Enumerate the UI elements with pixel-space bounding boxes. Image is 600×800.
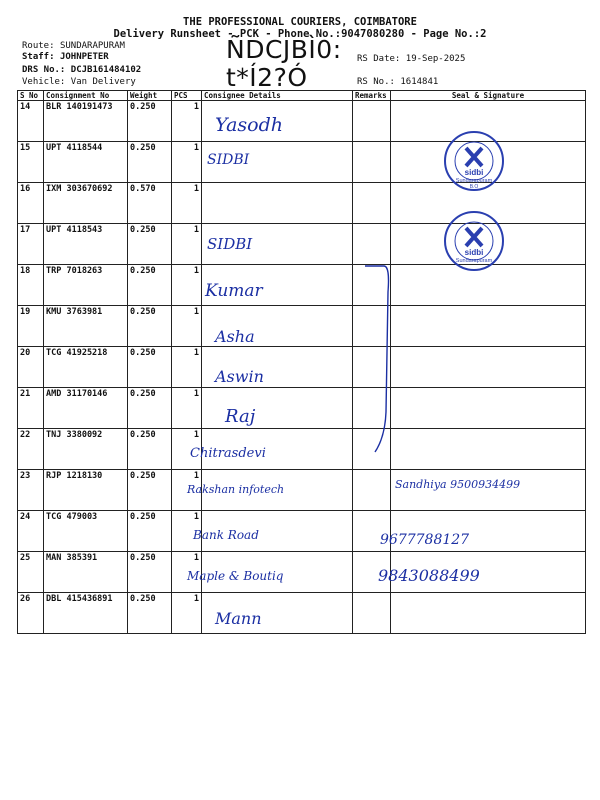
col-remarks: Remarks <box>353 91 391 101</box>
row-weight: 0.250 <box>128 470 172 511</box>
row-sno: 25 <box>18 552 44 593</box>
table-row <box>18 552 586 593</box>
handwritten-consignee: Rakshan infotech <box>187 483 285 496</box>
handwritten-consignee: Bank Road <box>193 528 259 542</box>
table-row <box>18 306 586 347</box>
row-seal <box>391 306 586 347</box>
table-header-row <box>18 91 586 101</box>
table-row <box>18 593 586 634</box>
barcode-line-1: ÑDCJBÌ0: <box>226 35 342 64</box>
barcode-text <box>226 36 342 92</box>
row-pcs: 1 <box>172 306 202 347</box>
row-consignee <box>202 183 353 224</box>
row-pcs: 1 <box>172 511 202 552</box>
rs-no-line <box>357 77 438 87</box>
runsheet-subtitle: Delivery Runsheet - PCK - Phone No.:9047080280 - Page No.:2 <box>113 28 487 40</box>
stamp-brand: sidbi <box>464 248 484 257</box>
col-consignment: Consignment No <box>44 91 128 101</box>
row-sno: 16 <box>18 183 44 224</box>
row-weight: 0.250 <box>128 552 172 593</box>
handwritten-consignee: SIDBI <box>207 235 253 253</box>
bracket-scribble-icon <box>360 262 400 462</box>
row-weight: 0.250 <box>128 265 172 306</box>
sidbi-stamp-icon <box>440 210 510 272</box>
row-consignment-no: IXM 303670692 <box>44 183 128 224</box>
row-remarks <box>353 224 391 265</box>
row-remarks <box>353 101 391 142</box>
stamp-branch: Sundarapuram <box>455 258 493 264</box>
stamp-1 <box>445 132 503 190</box>
handwritten-signature: Sandhiya 9500934499 <box>395 478 521 491</box>
handwritten-consignee: Maple & Boutiq <box>187 569 284 583</box>
table-row <box>18 511 586 552</box>
drs-value: DCJB161484102 <box>70 65 142 75</box>
row-remarks <box>353 142 391 183</box>
barcode-line-2: t*Í2?Ó <box>226 63 308 92</box>
stamp-brand: sidbi <box>464 168 484 177</box>
rs-no-value: 1614841 <box>400 77 439 87</box>
row-remarks <box>353 470 391 511</box>
row-weight: 0.250 <box>128 101 172 142</box>
handwritten-consignee: Raj <box>225 406 256 427</box>
row-consignment-no: DBL 415436891 <box>44 593 128 634</box>
vehicle-label: Vehicle: <box>22 77 66 87</box>
row-seal <box>391 593 586 634</box>
row-seal <box>391 347 586 388</box>
company-title: THE PROFESSIONAL COURIERS, COIMBATORE <box>183 16 417 28</box>
row-consignment-no: UPT 4118543 <box>44 224 128 265</box>
row-consignment-no: AMD 31170146 <box>44 388 128 429</box>
staff-value: JOHNPETER <box>59 52 109 62</box>
row-pcs: 1 <box>172 552 202 593</box>
row-sno: 20 <box>18 347 44 388</box>
table-row <box>18 388 586 429</box>
row-weight: 0.250 <box>128 593 172 634</box>
handwritten-consignee: Aswin <box>215 367 264 386</box>
row-consignment-no: KMU 3763981 <box>44 306 128 347</box>
row-consignment-no: TNJ 3380092 <box>44 429 128 470</box>
route-value: SUNDARAPURAM <box>59 41 125 51</box>
col-sno: S No <box>18 91 44 101</box>
row-pcs: 1 <box>172 593 202 634</box>
row-weight: 0.570 <box>128 183 172 224</box>
row-pcs: 1 <box>172 183 202 224</box>
row-remarks <box>353 183 391 224</box>
row-pcs: 1 <box>172 265 202 306</box>
row-seal <box>391 429 586 470</box>
col-seal: Seal & Signature <box>391 91 586 101</box>
row-consignment-no: RJP 1218130 <box>44 470 128 511</box>
row-sno: 19 <box>18 306 44 347</box>
rs-date-value: 19-Sep-2025 <box>405 54 466 64</box>
row-sno: 14 <box>18 101 44 142</box>
row-consignment-no: TCG 41925218 <box>44 347 128 388</box>
row-sno: 21 <box>18 388 44 429</box>
staff-line <box>22 52 109 62</box>
row-remarks <box>353 593 391 634</box>
stamp-2 <box>445 212 503 270</box>
row-sno: 26 <box>18 593 44 634</box>
row-pcs: 1 <box>172 429 202 470</box>
route-label: Route: <box>22 41 55 51</box>
col-weight: Weight <box>128 91 172 101</box>
row-consignment-no: UPT 4118544 <box>44 142 128 183</box>
row-weight: 0.250 <box>128 511 172 552</box>
row-pcs: 1 <box>172 224 202 265</box>
rs-no-label: RS No.: <box>357 77 395 87</box>
row-pcs: 1 <box>172 142 202 183</box>
row-weight: 0.250 <box>128 429 172 470</box>
staff-label: Staff: <box>22 52 55 62</box>
row-sno: 17 <box>18 224 44 265</box>
table-row <box>18 429 586 470</box>
row-pcs: 1 <box>172 388 202 429</box>
row-sno: 15 <box>18 142 44 183</box>
rs-date-label: RS Date: <box>357 54 401 64</box>
handwritten-consignee: Chitrasdevi <box>190 446 266 461</box>
row-sno: 24 <box>18 511 44 552</box>
row-weight: 0.250 <box>128 306 172 347</box>
vehicle-line <box>22 77 136 87</box>
row-pcs: 1 <box>172 470 202 511</box>
handwritten-consignee: Kumar <box>205 281 263 301</box>
handwritten-consignee: SIDBI <box>207 152 250 168</box>
row-consignment-no: TCG 479003 <box>44 511 128 552</box>
rs-date-line <box>357 54 465 64</box>
drs-label: DRS No.: <box>22 65 66 75</box>
row-consignment-no: TRP 7018263 <box>44 265 128 306</box>
handwritten-consignee: Yasodh <box>215 114 283 136</box>
row-weight: 0.250 <box>128 347 172 388</box>
row-sno: 23 <box>18 470 44 511</box>
row-sno: 18 <box>18 265 44 306</box>
handwritten-signature: 9677788127 <box>380 532 470 548</box>
route-line <box>22 41 125 51</box>
sidbi-stamp-icon <box>440 130 510 192</box>
row-pcs: 1 <box>172 101 202 142</box>
row-pcs: 1 <box>172 347 202 388</box>
row-sno: 22 <box>18 429 44 470</box>
row-consignment-no: BLR 140191473 <box>44 101 128 142</box>
stamp-branch: Sundarapuram <box>455 178 493 184</box>
row-weight: 0.250 <box>128 224 172 265</box>
row-weight: 0.250 <box>128 388 172 429</box>
col-pcs: PCS <box>172 91 202 101</box>
handwritten-consignee: Mann <box>215 609 262 628</box>
row-seal <box>391 388 586 429</box>
row-weight: 0.250 <box>128 142 172 183</box>
table-row <box>18 347 586 388</box>
col-consignee: Consignee Details <box>202 91 353 101</box>
handwritten-signature: 9843088499 <box>378 566 480 585</box>
row-consignment-no: MAN 385391 <box>44 552 128 593</box>
handwritten-consignee: Asha <box>215 327 255 346</box>
stamp-office: B.O <box>469 184 479 190</box>
drs-line <box>22 65 141 75</box>
vehicle-value: Van Delivery <box>70 77 136 87</box>
